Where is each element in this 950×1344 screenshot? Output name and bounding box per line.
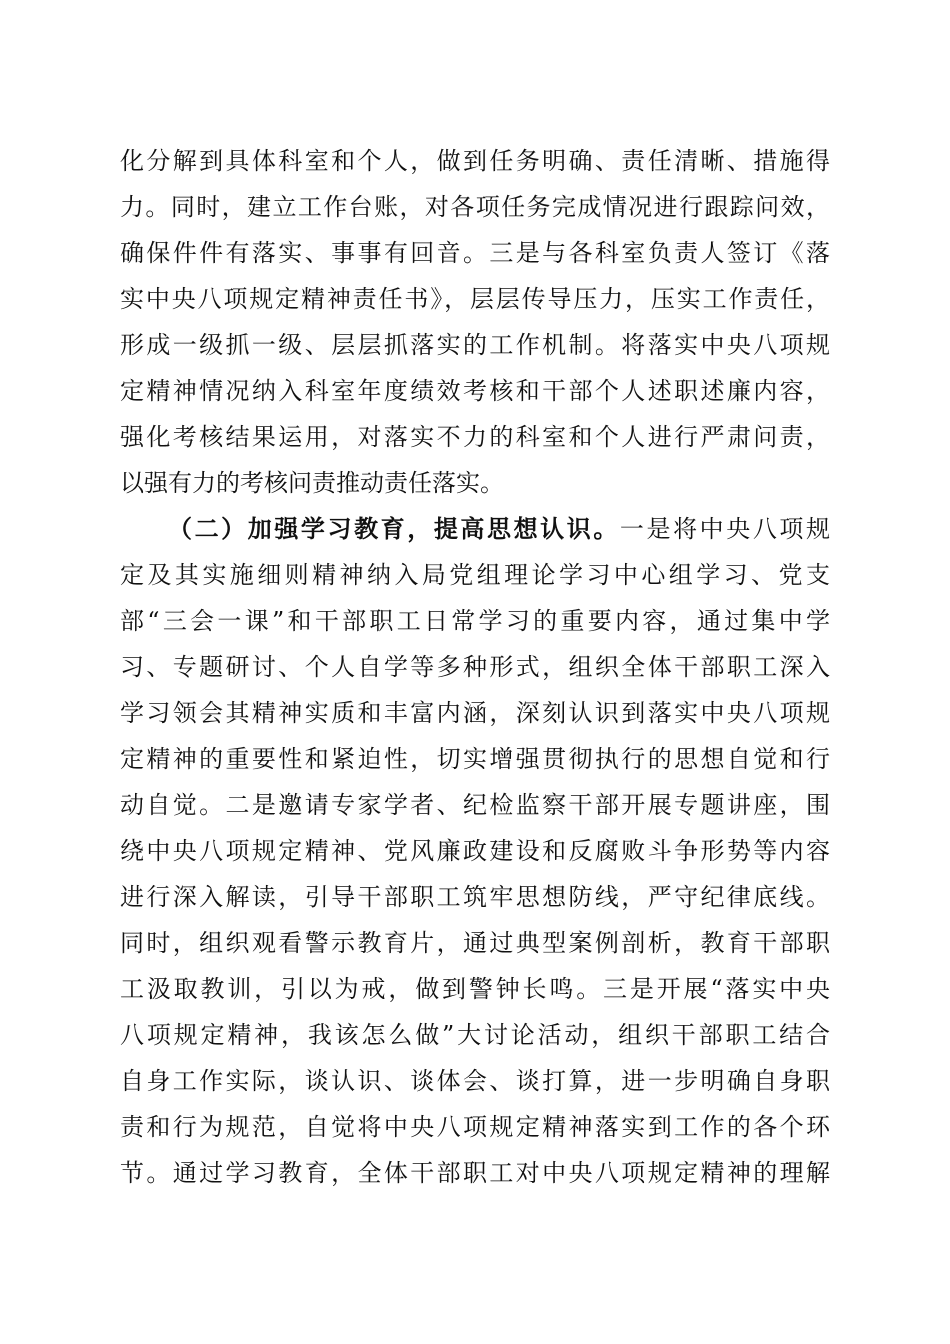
text-line: 责和行为规范，自觉将中央八项规定精神落实到工作的各个环 (120, 1113, 830, 1141)
text-line: 定精神情况纳入科室年度绩效考核和干部个人述职述廉内容， (120, 377, 830, 405)
text-line: 绕中央八项规定精神、党风廉政建设和反腐败斗争形势等内容 (120, 837, 830, 865)
text-line: 定及其实施细则精神纳入局党组理论学习中心组学习、党支 (120, 561, 830, 589)
text-line: 力。同时，建立工作台账，对各项任务完成情况进行跟踪问效， (120, 193, 830, 221)
text-line: 进行深入解读，引导干部职工筑牢思想防线，严守纪律底线。 (120, 883, 830, 911)
text-line: 节。通过学习教育，全体干部职工对中央八项规定精神的理解 (120, 1159, 830, 1187)
text-line: 自身工作实际，谈认识、谈体会、谈打算，进一步明确自身职 (120, 1067, 830, 1095)
text-line: 学习领会其精神实质和丰富内涵，深刻认识到落实中央八项规 (120, 699, 830, 727)
text-line: 化分解到具体科室和个人，做到任务明确、责任清晰、措施得 (120, 147, 830, 175)
text-line: 工汲取教训，引以为戒，做到警钟长鸣。三是开展“落实中央 (120, 975, 830, 1003)
text-line: 强化考核结果运用，对落实不力的科室和个人进行严肃问责， (120, 423, 830, 451)
body-text (120, 138, 830, 1196)
text-line: 形成一级抓一级、层层抓落实的工作机制。将落实中央八项规 (120, 331, 830, 359)
text-line: 实中央八项规定精神责任书》，层层传导压力，压实工作责任， (120, 285, 830, 313)
text-line: 以强有力的考核问责推动责任落实。 (120, 469, 504, 497)
text-line-rest: 一是将中央八项规 (619, 515, 831, 543)
text-line: 确保件件有落实、事事有回音。三是与各科室负责人签订《落 (120, 239, 830, 267)
text-line: 习、专题研讨、个人自学等多种形式，组织全体干部职工深入 (120, 653, 830, 681)
section-heading: （二）加强学习教育，提高思想认识。 (168, 514, 620, 543)
paragraph-study-education (120, 506, 830, 1196)
text-line: 八项规定精神，我该怎么做”大讨论活动，组织干部职工结合 (120, 1021, 830, 1049)
text-line: 动自觉。二是邀请专家学者、纪检监察干部开展专题讲座，围 (120, 791, 830, 819)
paragraph-accountability (120, 138, 830, 506)
text-line: 定精神的重要性和紧迫性，切实增强贯彻执行的思想自觉和行 (120, 745, 830, 773)
section-heading-line (120, 506, 830, 552)
text-line: 同时，组织观看警示教育片，通过典型案例剖析，教育干部职 (120, 929, 830, 957)
text-line: 部“三会一课”和干部职工日常学习的重要内容，通过集中学 (120, 607, 830, 635)
